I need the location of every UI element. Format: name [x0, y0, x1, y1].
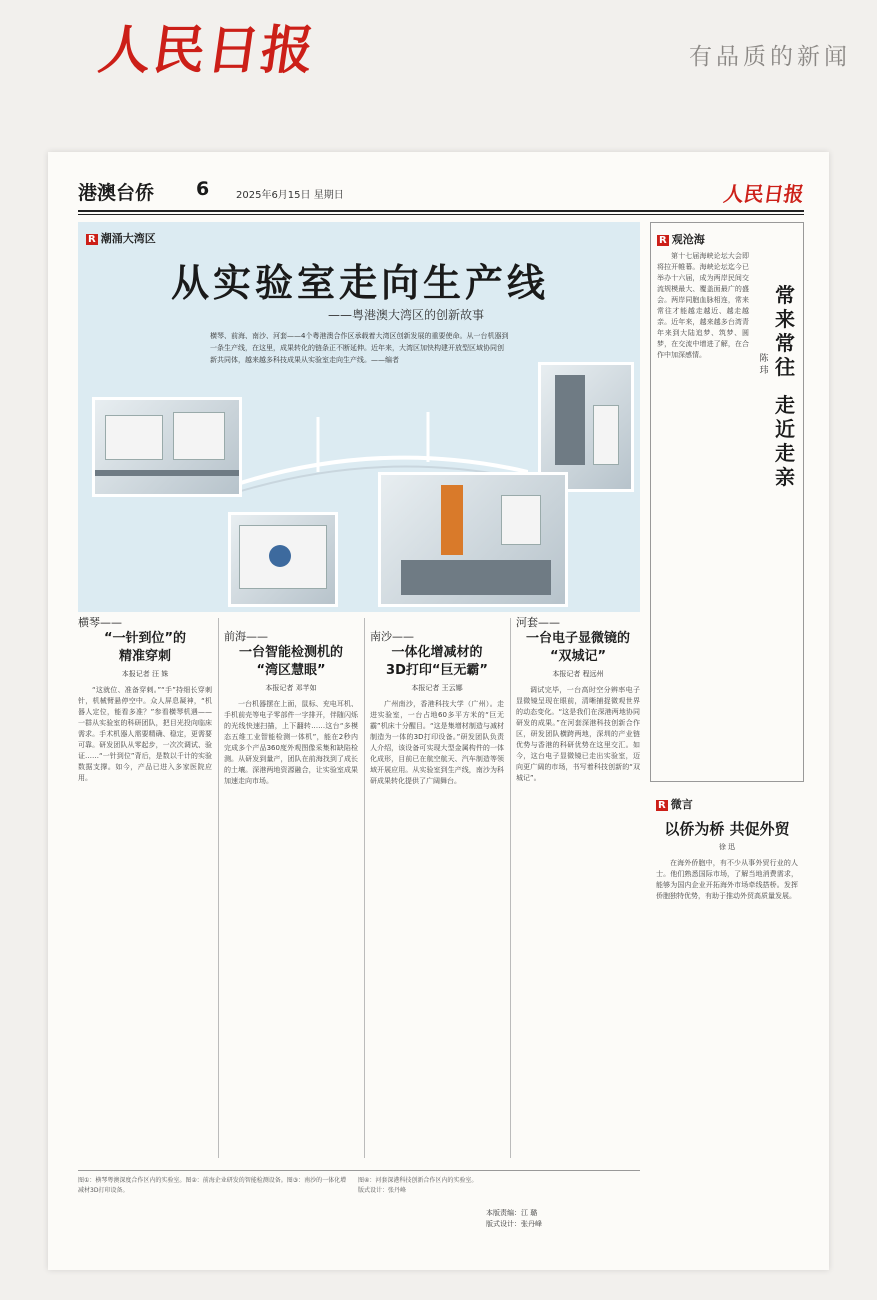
photo-caption-left: 图①：横琴粤澳深度合作区内的实验室。图②：前海企业研发的智能检测设备。图③：南沙的一体化增减材3D打印设备。 — [78, 1177, 347, 1194]
article-title-line1[interactable]: 一台智能检测机的 — [238, 645, 343, 660]
page-date: 2025年6月15日 星期日 — [236, 190, 344, 201]
article-column-4 — [516, 614, 640, 784]
photo-lab-equipment[interactable] — [92, 397, 242, 497]
feature-tag — [86, 230, 156, 246]
sidebar-title-line2[interactable]: 走近走亲 — [775, 393, 795, 489]
newspaper-page — [48, 152, 829, 1270]
column-divider — [218, 618, 219, 1158]
brand-logo[interactable]: 人民日报 — [95, 20, 320, 81]
article-location: 横琴—— — [78, 616, 122, 629]
section-name: 港澳台侨 — [78, 182, 155, 204]
article-title-line2[interactable]: 3D打印“巨无霸” — [386, 663, 488, 678]
article-title-line2[interactable]: 精准穿刺 — [118, 649, 171, 664]
photo-inspection-machine[interactable] — [228, 512, 338, 607]
page-footer — [486, 1208, 542, 1230]
article-column-2 — [224, 628, 358, 787]
sidebar-tag-label: 微言 — [670, 798, 693, 811]
sidebar-microcomment — [650, 792, 804, 1192]
footer-designer: 版式设计：张丹峰 — [486, 1220, 542, 1228]
article-body: 一台机器摆在上面，鼠标、充电耳机、手机前壳等电子零部件一字排开，伴随闪烁的光线快速扫描，上下翻转……这台“多模态五维工业智能检测一体机”，能在2秒内完成多个产品360度外观图像采集和缺陷检测。从研发到量产，团队在前海找到了成长的土壤。深港两地资源融合，让实验室成果加速走向市场。 — [224, 700, 358, 785]
article-body: “这就位、准备穿刺。”“手”持细长穿刺针，机械臂悬停空中。众人屏息凝神，“机器人定位，能看多准？”参看横琴机遇——一群从实验室的科研团队，把目光投向临床需求。手术机器人需要精确、稳定，更需要可靠。研发团队从零起步，一次次调试、验证……“一针到位”背后，是数以千计的实验数据支撑。如今，产品已进入多家医院应用。 — [78, 686, 212, 782]
article-byline: 本报记者 王云娜 — [411, 684, 463, 692]
article-location: 前海—— — [224, 630, 268, 643]
article-byline: 本报记者 邓芊如 — [265, 684, 317, 692]
article-title-line1[interactable]: 一体化增减材的 — [391, 645, 483, 660]
tag-badge: R — [659, 235, 667, 246]
feature-subheadline: ——粤港澳大湾区的创新故事 — [328, 308, 485, 322]
sidebar-tag — [656, 796, 693, 812]
column-divider — [364, 618, 365, 1158]
caption-rule — [78, 1170, 640, 1171]
microcomment-title[interactable]: 以侨为桥 共促外贸 — [664, 820, 790, 838]
brand-slogan: 有品质的新闻 — [689, 44, 851, 70]
microcomment-body: 在海外侨胞中，有不少从事外贸行业的人士。他们熟悉国际市场，了解当地消费需求，能够为国内企业开拓海外市场牵线搭桥。发挥侨胞独特优势，有助于推动外贸高质量发展。 — [656, 859, 798, 900]
sidebar-author: 陈 玮 — [759, 354, 769, 376]
article-column-3 — [370, 628, 504, 787]
tag-badge: R — [658, 800, 666, 811]
sidebar-title-line1[interactable]: 常来常往 — [775, 283, 795, 379]
sidebar-tag — [657, 231, 705, 247]
microcomment-author: 徐 迅 — [718, 843, 736, 851]
article-byline: 本报记者 程远州 — [552, 670, 604, 678]
feature-lede: 横琴、前海、南沙、河套——4个粤港澳合作区承载着大湾区创新发展的重要使命。从一台机器到一条生产线，在这里，成果转化的链条正不断延伸。近年来，大湾区加快构建开放型区域协同创新共同体，越来越多科技成果从实验室走向生产线。——编者 — [210, 332, 509, 364]
article-byline: 本报记者 汪 姝 — [121, 670, 169, 678]
column-divider — [510, 618, 511, 1158]
feature-headline: 从实验室走向生产线 — [170, 261, 549, 305]
page-masthead: 人民日报 — [722, 182, 806, 206]
article-column-1 — [78, 614, 212, 784]
sidebar-tag-label: 观沧海 — [671, 233, 705, 246]
tag-badge: R — [88, 234, 96, 245]
article-title-line1[interactable]: 一台电子显微镜的 — [525, 631, 630, 646]
sidebar-commentary — [650, 222, 804, 782]
page-number: 6 — [196, 178, 210, 200]
header-rule-thin — [78, 214, 804, 215]
article-title-line2[interactable]: “湾区慧眼” — [256, 663, 326, 678]
sidebar-body: 第十七届海峡论坛大会即将拉开帷幕。海峡论坛迄今已举办十六届，成为两岸民间交流规模最大、覆盖面最广的盛会。两岸同胞血脉相连，常来常往才能越走越近、越走越亲。近年来，越来越多台湾青年来到大陆追梦、筑梦、圆梦，在交流中增进了解，在合作中加深感情。 — [657, 252, 749, 359]
feature-block — [78, 222, 640, 612]
article-body: 广州南沙，香港科技大学（广州）。走进实验室，一台占地60多平方米的“巨无霸”机床十分醒目。“这是集增材制造与减材制造为一体的3D打印设备。”研发团队负责人介绍，该设备可实现大型金属构件的一体化成形，目前已在航空航天、汽车制造等领域开展应用。从实验室到生产线，南沙为科研成果转化提供了广阔舞台。 — [370, 700, 504, 785]
photo-3d-printer[interactable] — [378, 472, 568, 607]
article-body: 调试完毕，一台高时空分辨率电子显微镜呈现在眼前，清晰捕捉微观世界的动态变化。“这是我们在深港两地协同研发的成果。”在河套深港科技创新合作区，研发团队横跨两地，深圳的产业链优势与香港的科研优势在这里交汇。如今，这台电子显微镜已走出实验室，迈向更广阔的市场，书写着科技创新的“双城记”。 — [516, 686, 640, 782]
article-location: 河套—— — [516, 616, 560, 629]
article-location: 南沙—— — [370, 630, 414, 643]
photo-caption-right: 图④：河套深港科技创新合作区内的实验室。版式设计：张丹峰 — [358, 1177, 478, 1194]
app-header — [0, 0, 877, 95]
header-rule — [78, 210, 804, 212]
feature-tag-label: 潮涌大湾区 — [100, 232, 156, 245]
footer-editor: 本版责编：江 璐 — [486, 1209, 538, 1217]
article-title-line2[interactable]: “双城记” — [549, 649, 607, 664]
page-header — [78, 178, 804, 206]
article-title-line1[interactable]: “一针到位”的 — [103, 631, 187, 646]
